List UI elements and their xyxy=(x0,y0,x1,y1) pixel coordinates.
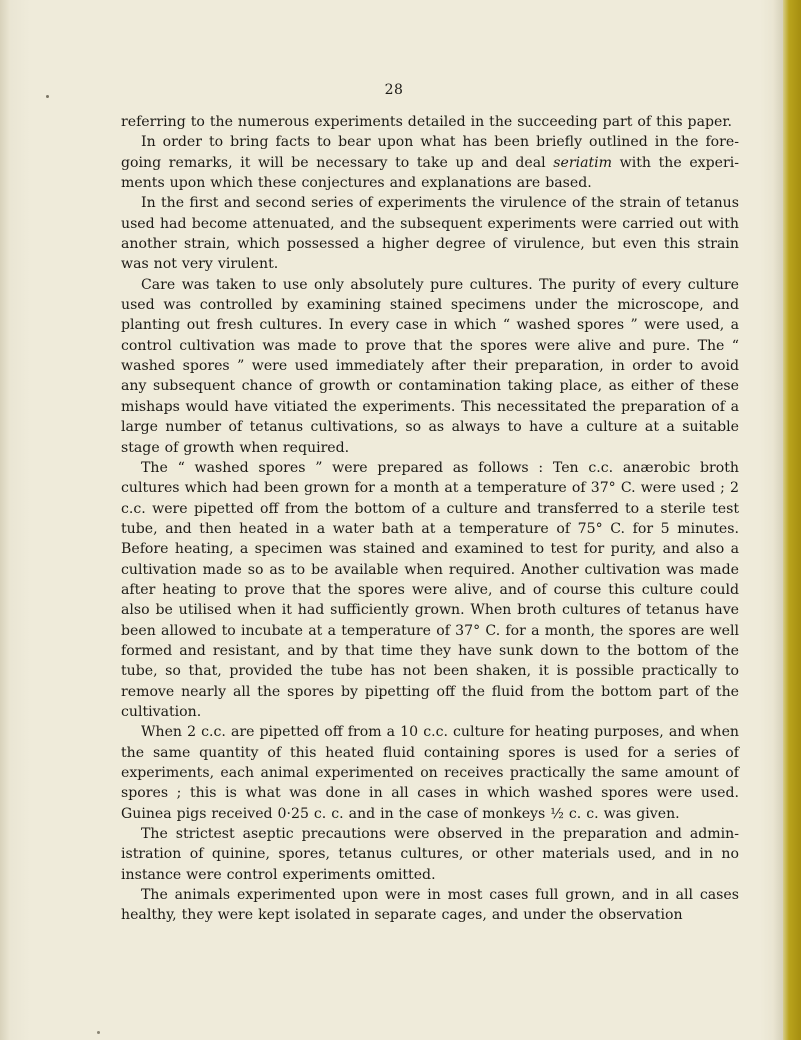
emphasis-seriatim: seriatim xyxy=(553,154,613,171)
right-page-edge xyxy=(783,0,801,1040)
body-text xyxy=(121,112,739,926)
paragraph: The “ washed spores ” were prepared as follows : Ten c.c. anærobic broth cultures which had been grown for a month at a temperature of 37° C. were used ; 2 c.c. were pipetted off from the bottom of a culture and transferred to a sterile test tube, and then heated in a water bath at a temperature of 75° C. for 5 minutes. Before heating, a specimen was stained and examined to test for purity, and also a cultivation made so as to be available when required. Another cultivation was made after heating to prove that the spores were alive, and of course this culture could also be utilised when it had sufficiently grown. When broth cultures of tetanus have been allowed to incubate at a temperature of 37° C. for a month, the spores are well formed and resistant, and by that time they have sunk down to the bottom of the tube, so that, provided the tube has not been shaken, it is possible practically to remove nearly all the spores by pipetting off the fluid from the bottom part of the cultivation. xyxy=(121,459,739,720)
margin-speck xyxy=(46,95,49,98)
paragraph: In the first and second series of experiments the virulence of the strain of tetanus used had become attenuated, and the subsequent experiments were carried out with another strain, which possessed a higher degree of virulence, but even this strain was not very virulent. xyxy=(121,195,739,273)
paragraph: Care was taken to use only absolutely pure cultures. The purity of every culture used was controlled by examining stained specimens under the microscope, and planting out fresh cultures. In every case in which “ washed spores ” were used, a control cultivation was made to prove that the spores were alive and pure. The “ washed spores ” were used immediately after their preparation, in order to avoid any subsequent chance of growth or contamination taking place, as either of these mishaps would have vitiated the experiments. This necessitated the preparation of a large number of tetanus cultivations, so as always to have a culture at a suitable stage of growth when required. xyxy=(121,276,739,456)
paragraph-text: In order to bring facts to bear upon what has been briefly outlined in the fore-going remarks, it will be necessary to take up and deal xyxy=(121,134,739,171)
paragraph-continuation: referring to the numerous experiments detailed in the succeeding part of this paper. xyxy=(121,114,733,130)
page-number: 28 xyxy=(384,82,404,98)
left-page-edge xyxy=(0,0,10,1040)
paragraph: When 2 c.c. are pipetted off from a 10 c.c. culture for heating purposes, and when the same quantity of this heated fluid containing spores is used for a series of experiments, each animal experimented on receives practically the same amount of spores ; this is what was done in all cases in which washed spores were used. Guinea pigs received 0·25 c. c. and in the case of monkeys ½ c. c. was given. xyxy=(121,724,739,822)
bottom-speck xyxy=(97,1031,100,1034)
paragraph: The animals experimented upon were in most cases full grown, and in all cases healthy, they were kept isolated in separate cages, and under the observation xyxy=(121,887,739,924)
paragraph xyxy=(121,132,739,193)
paragraph-text: with the experi-ments upon which these conjectures and explanations are based. xyxy=(121,154,739,192)
paragraph: The strictest aseptic precautions were observed in the preparation and admin-istration of quinine, spores, tetanus cultures, or other materials used, and in no instance were control experiments omitted. xyxy=(121,826,739,883)
right-edge-shadow xyxy=(773,0,783,1040)
